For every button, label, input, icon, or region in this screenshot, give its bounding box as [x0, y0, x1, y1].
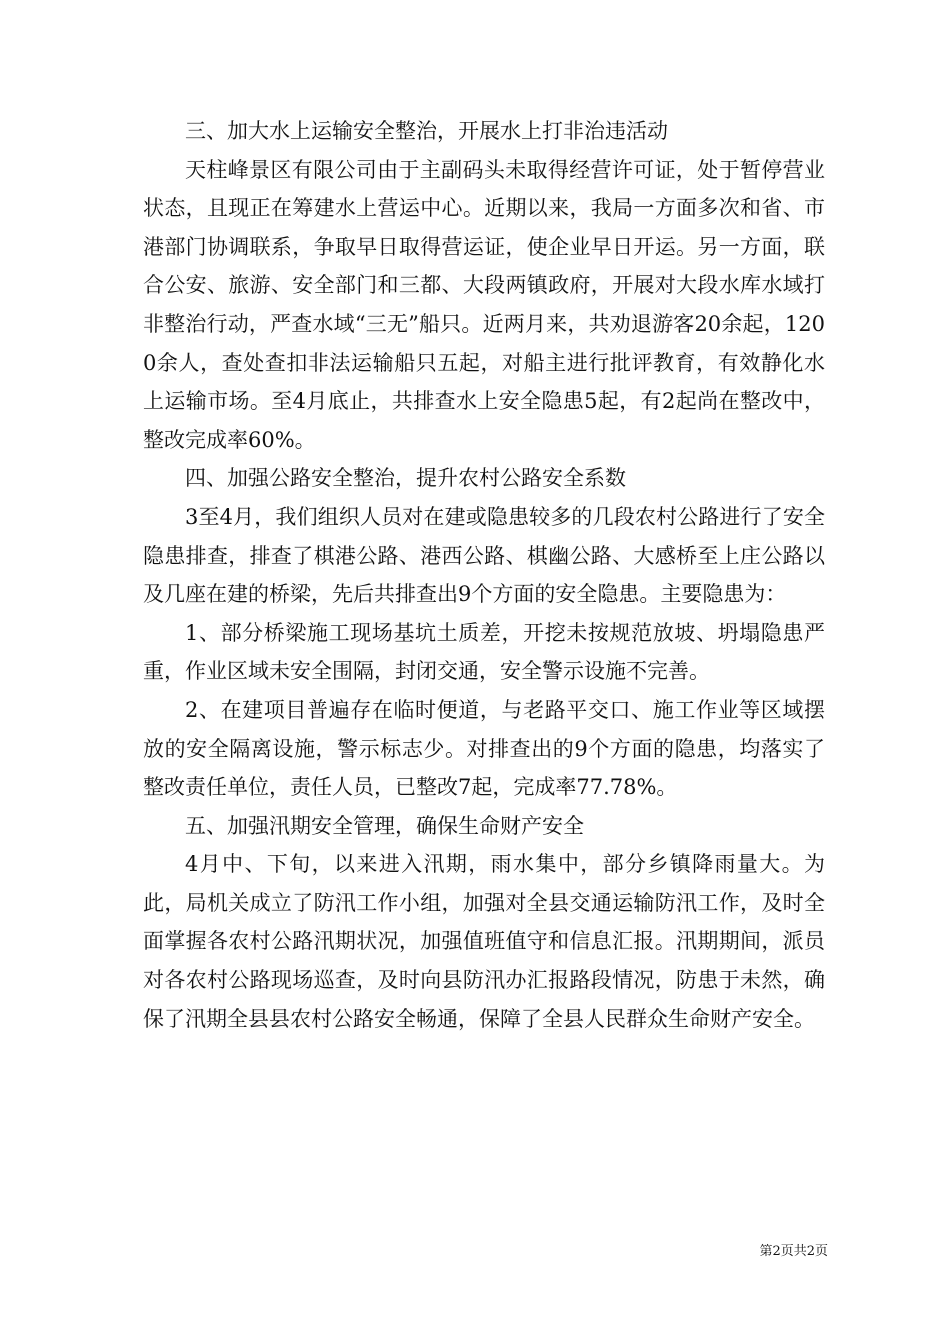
section-4-paragraph-1: 3至4月，我们组织人员对在建或隐患较多的几段农村公路进行了安全隐患排查，排查了棋港公路、港西公路、棋幽公路、大感桥至上庄公路以及几座在建的桥梁，先后共排查出9个方面的安全隐患。主要隐患为： [143, 504, 825, 607]
section-heading-4: 四、加强公路安全整治，提升农村公路安全系数 [185, 466, 626, 491]
section-3-paragraph-1: 天柱峰景区有限公司由于主副码头未取得经营许可证，处于暂停营业状态，且现正在筹建水上营运中心。近期以来，我局一方面多次和省、市港部门协调联系，争取早日取得营运证，使企业早日开运。另一方面，联合公安、旅游、安全部门和三都、大段两镇政府，开展对大段水库水域打非整治行动，严查水域“三无”船只。近两月来，共劝退游客20余起，1200余人，查处查扣非法运输船只五起，对船主进行批评教育，有效静化水上运输市场。至4月底止，共排查水上安全隐患5起，有2起尚在整改中，整改完成率60%。 [143, 157, 825, 452]
section-5-paragraph-1: 4月中、下旬，以来进入汛期，雨水集中，部分乡镇降雨量大。为此，局机关成立了防汛工作小组，加强对全县交通运输防汛工作，及时全面掌握各农村公路汛期状况，加强值班值守和信息汇报。汛期期间，派员对各农村公路现场巡查，及时向县防汛办汇报路段情况，防患于未然，确保了汛期全县县农村公路安全畅通，保障了全县人民群众生命财产安全。 [143, 852, 825, 1031]
document-body [143, 112, 825, 1038]
section-4-item-1: 1、部分桥梁施工现场基坑土质差，开挖未按规范放坡、坍塌隐患严重，作业区域未安全围隔，封闭交通，安全警示设施不完善。 [143, 620, 825, 684]
section-4-item-2: 2、在建项目普遍存在临时便道，与老路平交口、施工作业等区域摆放的安全隔离设施，警示标志少。对排查出的9个方面的隐患，均落实了整改责任单位，责任人员，已整改7起，完成率77.78%。 [143, 697, 825, 800]
section-heading-3: 三、加大水上运输安全整治，开展水上打非治违活动 [185, 119, 668, 143]
section-heading-5: 五、加强汛期安全管理，确保生命财产安全 [185, 813, 584, 838]
page-number-footer: 第2页共2页 [759, 1244, 828, 1259]
